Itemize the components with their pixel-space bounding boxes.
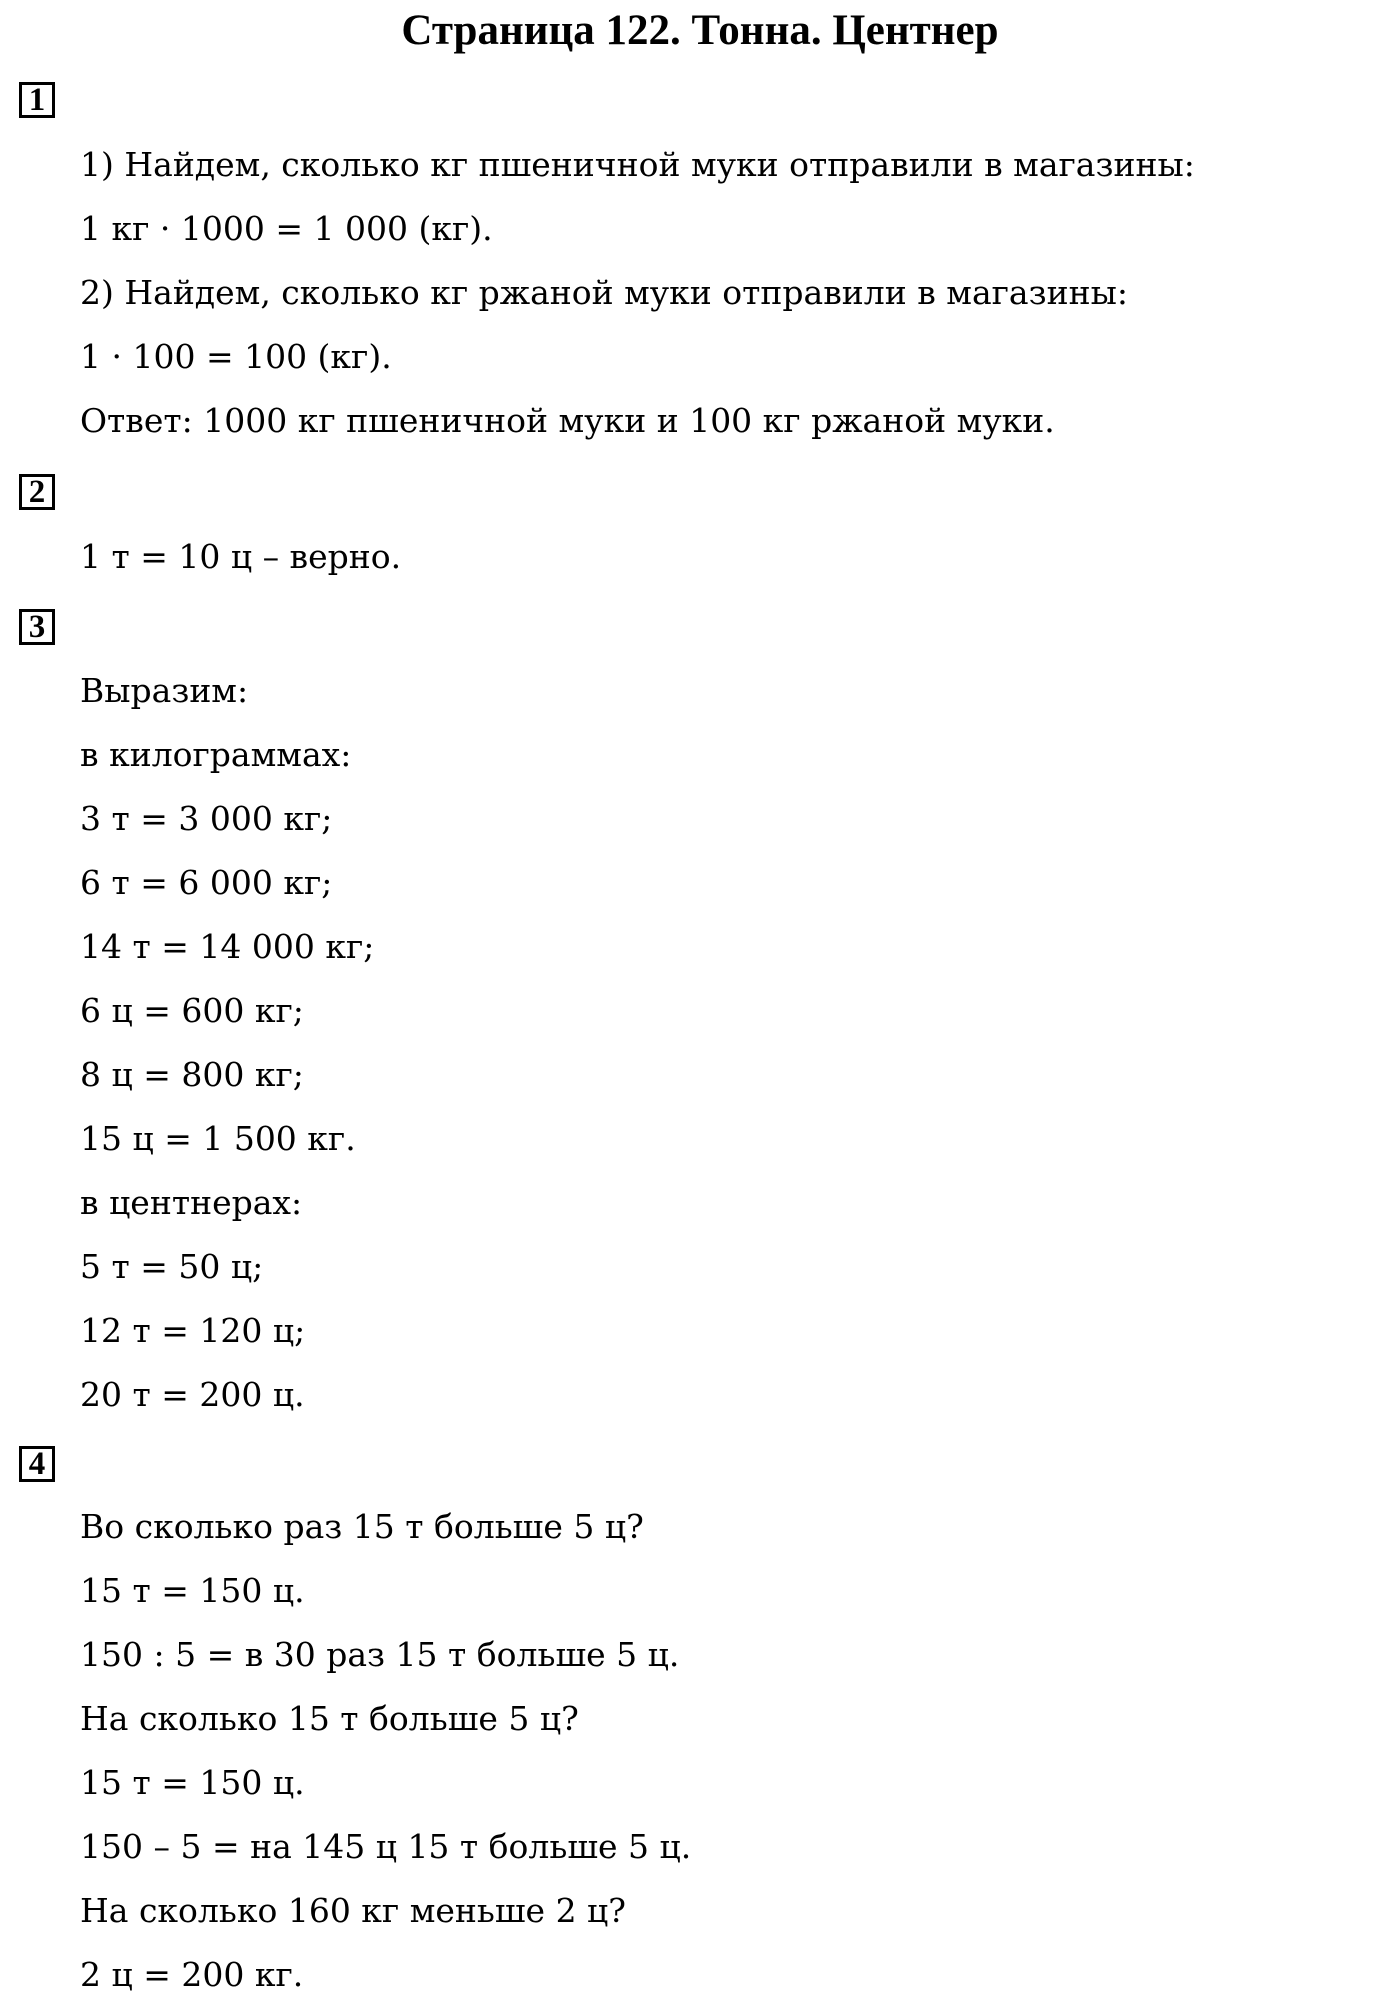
solution-line: На сколько 160 кг меньше 2 ц?: [80, 1891, 626, 1930]
solution-line: 1 · 100 = 100 (кг).: [80, 337, 392, 376]
solution-line: 8 ц = 800 кг;: [80, 1055, 304, 1094]
solution-line: 1 т = 10 ц – верно.: [80, 537, 402, 576]
solution-line: 2 ц = 200 кг.: [80, 1955, 304, 1994]
solution-line: Выразим:: [80, 671, 249, 710]
solution-line: 2) Найдем, сколько кг ржаной муки отправили в магазины:: [80, 273, 1128, 312]
solution-line: 15 ц = 1 500 кг.: [80, 1119, 356, 1158]
solution-line: 15 т = 150 ц.: [80, 1763, 305, 1802]
solution-line: 150 : 5 = в 30 раз 15 т больше 5 ц.: [80, 1635, 680, 1674]
solution-line: 5 т = 50 ц;: [80, 1247, 264, 1286]
solution-line: 12 т = 120 ц;: [80, 1311, 306, 1350]
solution-line: 14 т = 14 000 кг;: [80, 927, 375, 966]
solution-line: 150 – 5 = на 145 ц 15 т больше 5 ц.: [80, 1827, 692, 1866]
solution-line: 3 т = 3 000 кг;: [80, 799, 333, 838]
task-number-badge: 1: [19, 82, 55, 118]
solution-line: 6 т = 6 000 кг;: [80, 863, 333, 902]
solution-line: 20 т = 200 ц.: [80, 1375, 305, 1414]
solution-line: в килограммах:: [80, 735, 352, 774]
task-number-badge: 2: [19, 474, 55, 510]
solution-line: в центнерах:: [80, 1183, 303, 1222]
task-number-badge: 3: [19, 609, 55, 645]
solution-line: Во сколько раз 15 т больше 5 ц?: [80, 1507, 644, 1546]
solution-line: 6 ц = 600 кг;: [80, 991, 304, 1030]
solution-line: 15 т = 150 ц.: [80, 1571, 305, 1610]
page-title: Страница 122. Тонна. Центнер: [401, 7, 999, 54]
solution-line: 1 кг · 1000 = 1 000 (кг).: [80, 209, 493, 248]
solution-line: 1) Найдем, сколько кг пшеничной муки отправили в магазины:: [80, 145, 1195, 184]
answer-line: Ответ: 1000 кг пшеничной муки и 100 кг ржаной муки.: [80, 401, 1055, 440]
solution-line: На сколько 15 т больше 5 ц?: [80, 1699, 579, 1738]
task-number-badge: 4: [19, 1446, 55, 1482]
